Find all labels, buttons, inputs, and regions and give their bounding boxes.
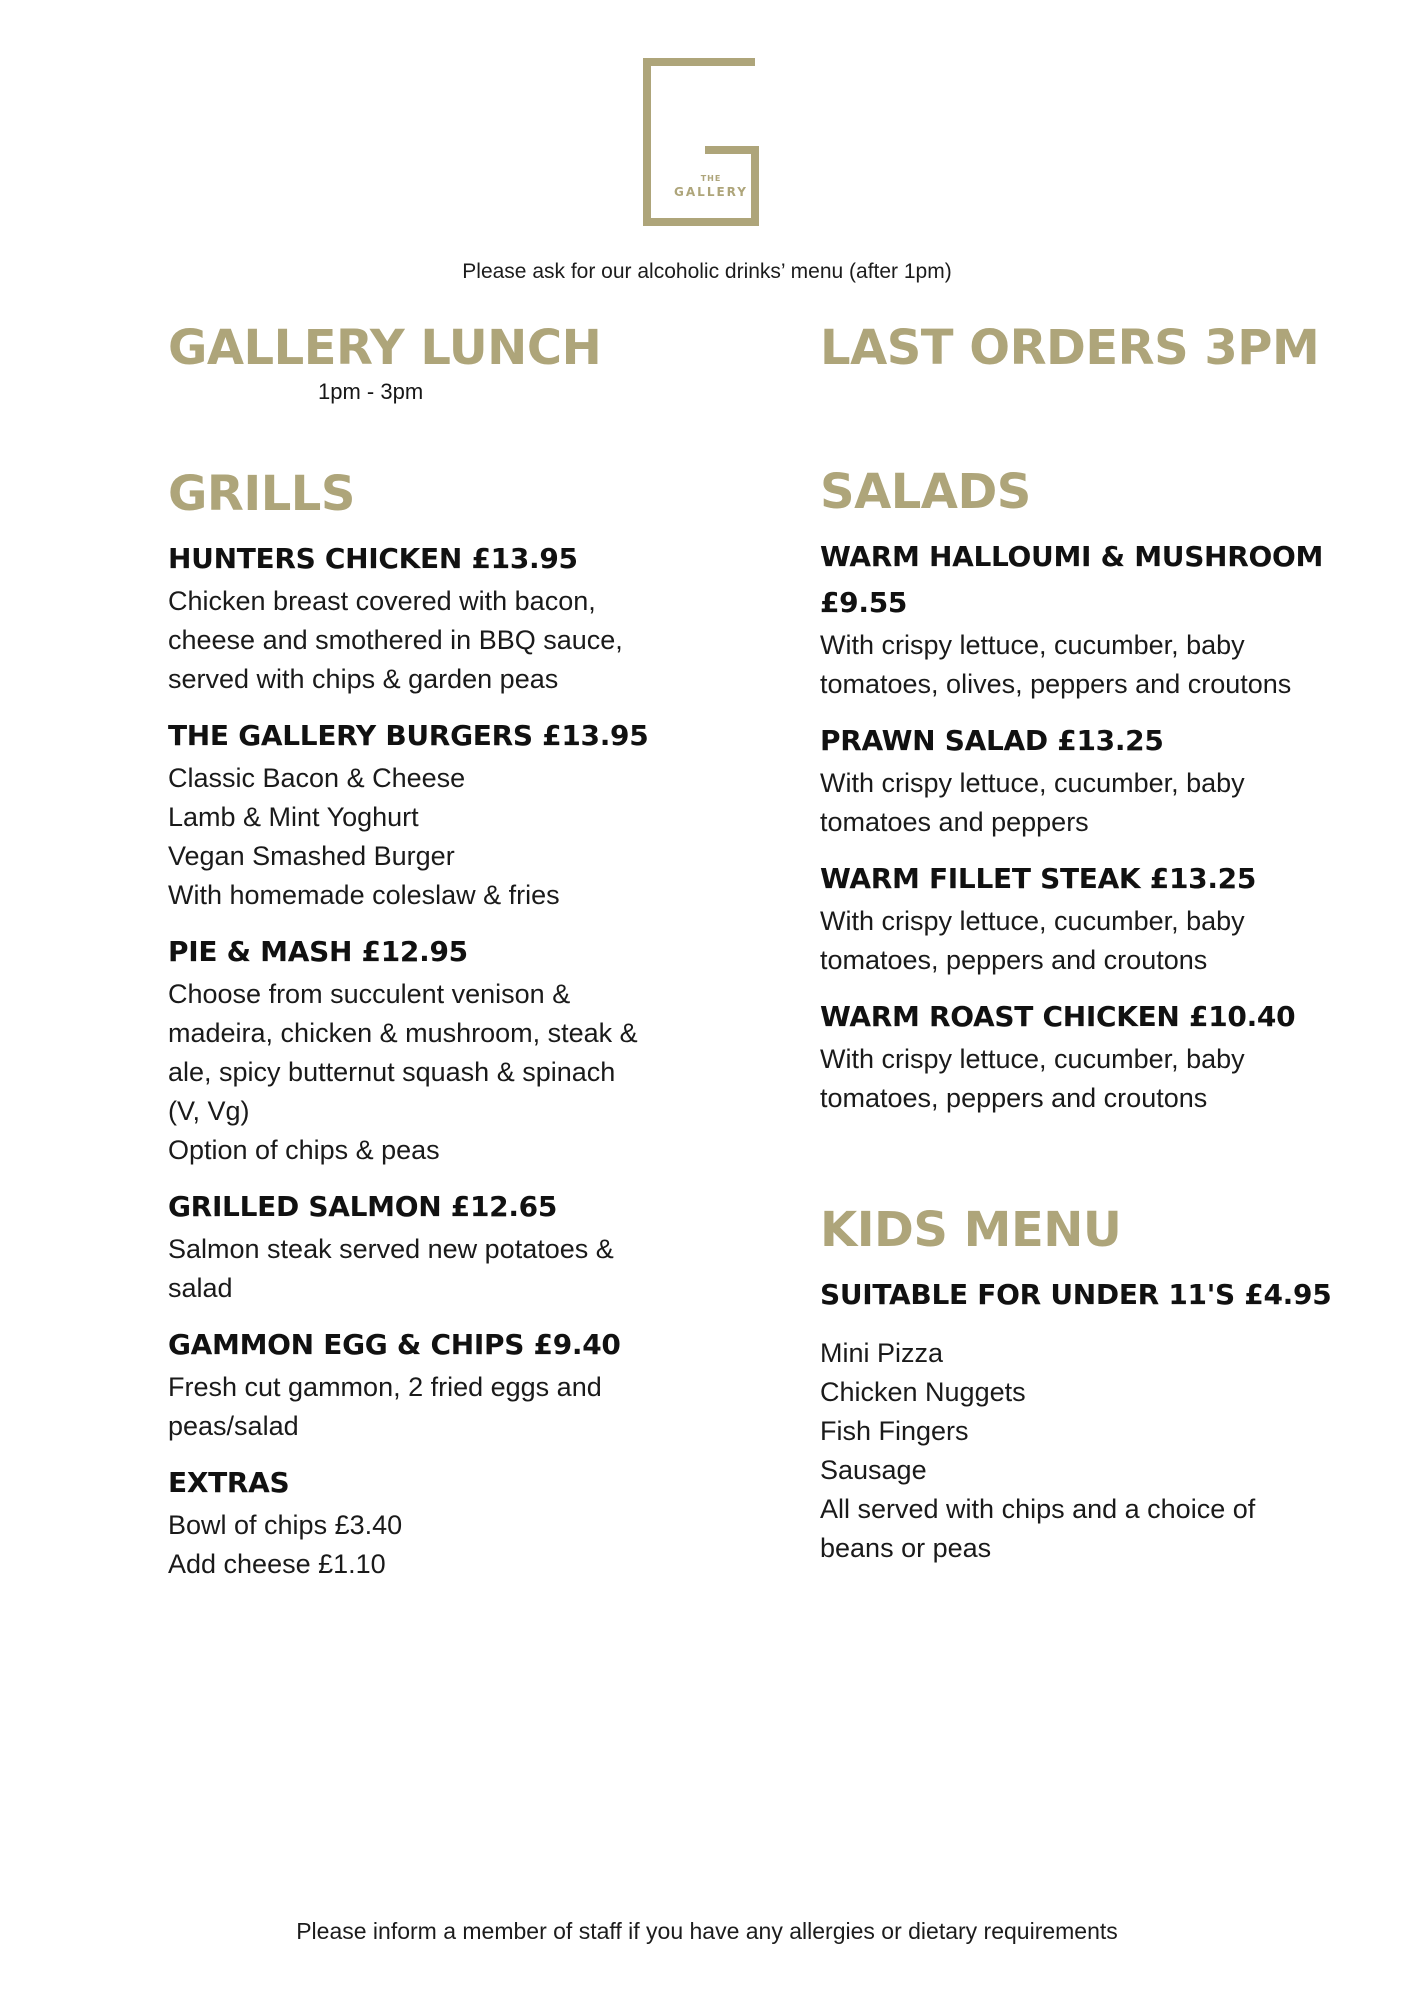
menu-item-hunters-chicken — [168, 536, 708, 699]
menu-hours: 1pm - 3pm — [318, 379, 424, 404]
kids-menu-subtitle: SUITABLE FOR UNDER 11'S £4.95 — [820, 1278, 1332, 1311]
menu-item-gallery-burgers — [168, 713, 708, 915]
menu-item-grilled-salmon — [168, 1184, 708, 1308]
menu-item-title: GRILLED SALMON £12.65 — [168, 1190, 558, 1223]
menu-item-description: With crispy lettuce, cucumber, baby tomatoes, olives, peppers and croutons — [820, 630, 1292, 699]
allergy-note: Please inform a member of staff if you have any allergies or dietary requirements — [296, 1918, 1118, 1944]
last-orders-title: LAST ORDERS 3PM — [820, 320, 1320, 376]
menu-item-description: With crispy lettuce, cucumber, baby tomatoes, peppers and croutons — [820, 1044, 1245, 1113]
kids-menu-title: KIDS MENU — [820, 1202, 1122, 1258]
drinks-menu-note: Please ask for our alcoholic drinks’ menu (after 1pm) — [462, 260, 952, 283]
menu-item-description: Fresh cut gammon, 2 fried eggs and peas/salad — [168, 1372, 602, 1441]
menu-item-warm-fillet-steak — [820, 856, 1380, 980]
menu-item-title: GAMMON EGG & CHIPS £9.40 — [168, 1328, 621, 1361]
kids-menu-items: Mini Pizza Chicken Nuggets Fish Fingers Sausage All served with chips and a choice of beans or peas — [820, 1338, 1256, 1563]
right-column — [820, 320, 1380, 1568]
menu-item-title: THE GALLERY BURGERS £13.95 — [168, 719, 649, 752]
salads-section — [820, 464, 1380, 1118]
menu-item-title: EXTRAS — [168, 1466, 290, 1499]
menu-item-description: With crispy lettuce, cucumber, baby tomatoes and peppers — [820, 768, 1245, 837]
menu-item-extras — [168, 1460, 708, 1584]
menu-title: GALLERY LUNCH — [168, 320, 602, 376]
grills-section — [168, 466, 708, 1584]
menu-item-title: HUNTERS CHICKEN £13.95 — [168, 542, 578, 575]
menu-item-warm-halloumi — [820, 534, 1380, 704]
kids-menu-section — [820, 1202, 1380, 1568]
menu-item-description: Bowl of chips £3.40 Add cheese £1.10 — [168, 1510, 403, 1579]
menu-item-title: WARM FILLET STEAK £13.25 — [820, 862, 1257, 895]
menu-item-title: PIE & MASH £12.95 — [168, 935, 468, 968]
menu-item-title: WARM ROAST CHICKEN £10.40 — [820, 1000, 1296, 1033]
menu-item-gammon-egg-chips — [168, 1322, 708, 1446]
grills-title: GRILLS — [168, 466, 355, 522]
menu-item-description: Chicken breast covered with bacon, cheese and smothered in BBQ sauce, served with chips & garden peas — [168, 586, 623, 694]
menu-item-warm-roast-chicken — [820, 994, 1380, 1118]
left-column — [168, 320, 708, 1598]
menu-item-prawn-salad — [820, 718, 1380, 842]
menu-item-description: With crispy lettuce, cucumber, baby tomatoes, peppers and croutons — [820, 906, 1245, 975]
menu-item-description: Classic Bacon & Cheese Lamb & Mint Yoghurt Vegan Smashed Burger With homemade coleslaw & fries — [168, 763, 560, 910]
logo-text-the: THE — [700, 174, 722, 183]
menu-item-description: Choose from succulent venison & madeira, chicken & mushroom, steak & ale, spicy butternut squash & spinach (V, Vg) Option of chips & peas — [168, 979, 638, 1165]
logo-text-gallery: GALLERY — [674, 185, 748, 199]
menu-item-pie-and-mash — [168, 929, 708, 1170]
gallery-logo — [643, 58, 759, 226]
menu-item-description: Salmon steak served new potatoes & salad — [168, 1234, 614, 1303]
salads-title: SALADS — [820, 464, 1031, 520]
menu-item-title: WARM HALLOUMI & MUSHROOM £9.55 — [820, 540, 1324, 619]
menu-item-title: PRAWN SALAD £13.25 — [820, 724, 1164, 757]
